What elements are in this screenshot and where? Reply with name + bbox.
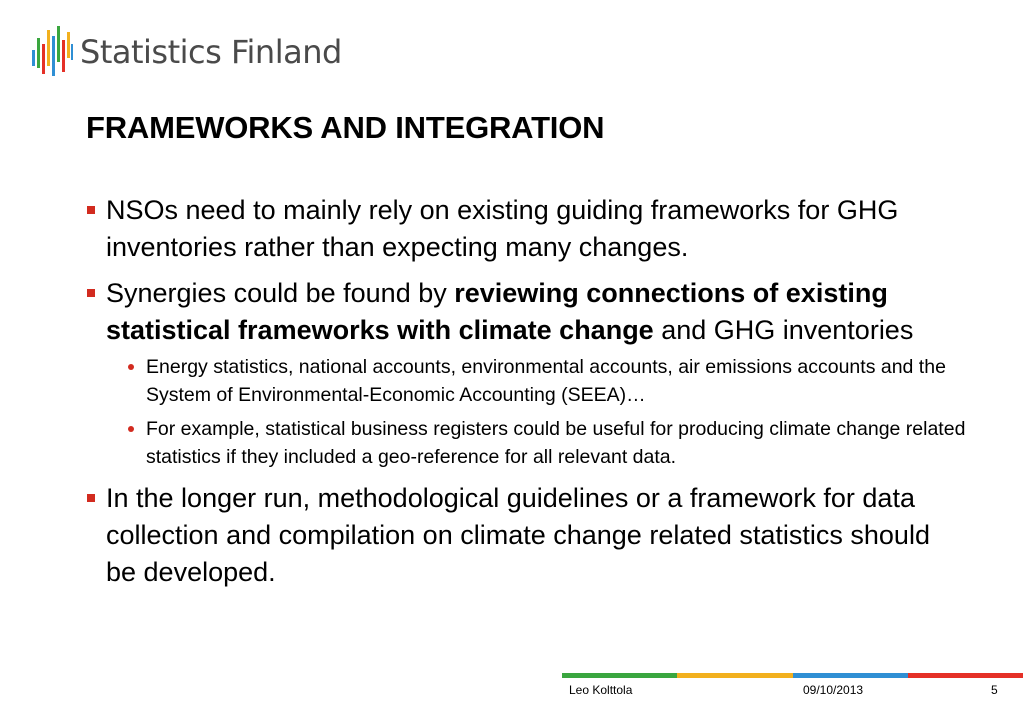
bullet-text: In the longer run, methodological guidelines or a framework for data collection and compilation on climate change related statistics should be developed. [106, 483, 930, 587]
sub-bullet-list [106, 353, 966, 471]
square-bullet-icon [87, 494, 95, 502]
bullet-text-suffix: and GHG inventories [653, 315, 914, 345]
round-bullet-icon [128, 364, 134, 370]
square-bullet-icon [87, 289, 95, 297]
round-bullet-icon [128, 426, 134, 432]
sub-bullet-item [106, 353, 966, 409]
square-bullet-icon [87, 206, 95, 214]
page-number: 5 [991, 683, 998, 697]
sub-bullet-item [106, 415, 966, 471]
slide-title: FRAMEWORKS AND INTEGRATION [86, 110, 605, 145]
logo [30, 24, 342, 80]
footer-bar-segment [562, 673, 677, 678]
bullet-item [86, 275, 966, 471]
sub-bullet-text: For example, statistical business registers could be useful for producing climate change related statistics if they included a geo-reference for all relevant data. [146, 418, 966, 468]
bullet-text: NSOs need to mainly rely on existing guiding frameworks for GHG inventories rather than expecting many changes. [106, 195, 899, 262]
bullet-text-prefix: Synergies could be found by [106, 278, 455, 308]
footer-date: 09/10/2013 [803, 683, 864, 697]
footer-bar-segment [908, 673, 1023, 678]
bullet-item [86, 480, 966, 591]
footer-bar-segment [677, 673, 792, 678]
slide-content [86, 192, 966, 600]
bullet-text-bold: reviewing connections of existing statistical frameworks with climate change [106, 278, 888, 345]
bullet-list [86, 192, 966, 591]
footer-color-bar [562, 673, 1023, 678]
logo-text: Statistics Finland [80, 33, 342, 71]
footer-bar-segment [793, 673, 908, 678]
bullet-item [86, 192, 966, 266]
sub-bullet-text: Energy statistics, national accounts, environmental accounts, air emissions accounts and the System of Environmental-Economic Accounting (SEEA)… [146, 356, 946, 406]
footer-author: Leo Kolttola [569, 683, 633, 697]
statistics-finland-bars-icon [30, 24, 74, 80]
